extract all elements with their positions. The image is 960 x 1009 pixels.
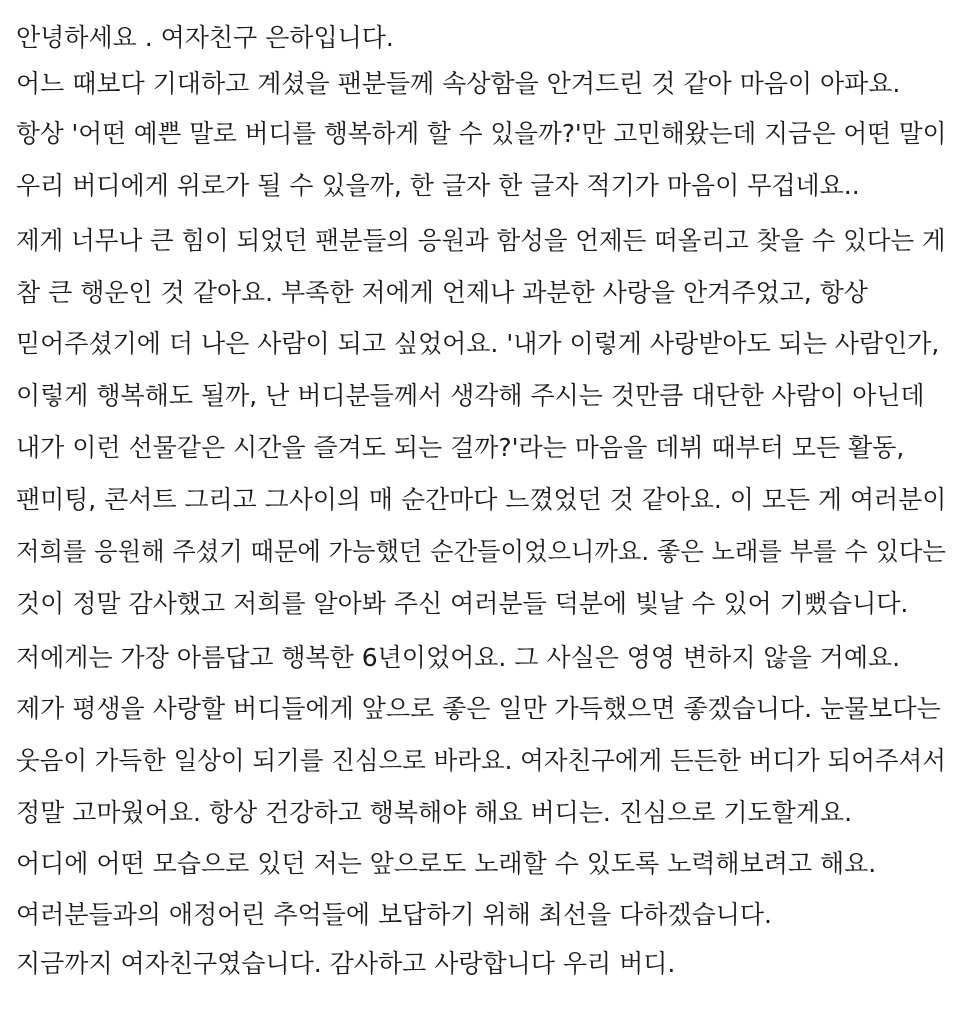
letter-line: 안녕하세요 . 여자친구 은하입니다. [16,23,394,52]
letter-line: 웃음이 가득한 일상이 되기를 진심으로 바라요. 여자친구에게 든든한 버디가 되어주셔서 [16,746,946,775]
letter-line: 제가 평생을 사랑할 버디들에게 앞으로 좋은 일만 가득했으면 좋겠습니다. 눈물보다는 [16,694,941,723]
letter-line: 팬미팅, 콘서트 그리고 그사이의 매 순간마다 느꼈었던 것 같아요. 이 모든 게 여러분이 [16,485,947,514]
letter-line: 어느 때보다 기대하고 계셨을 팬분들께 속상함을 안겨드린 것 같아 마음이 아파요. [16,69,901,98]
letter-line: 저희를 응원해 주셨기 때문에 가능했던 순간들이었으니까요. 좋은 노래를 부를 수 있다는 [16,537,946,566]
letter-line: 내가 이런 선물같은 시간을 즐겨도 되는 걸까?'라는 마음을 데뷔 때부터 모든 활동, [16,433,905,462]
letter-line: 어디에 어떤 모습으로 있던 저는 앞으로도 노래할 수 있도록 노력해보려고 해요. [16,849,877,878]
letter-line: 정말 고마웠어요. 항상 건강하고 행복해야 해요 버디는. 진심으로 기도할게요. [16,798,853,827]
letter-line: 참 큰 행운인 것 같아요. 부족한 저에게 언제나 과분한 사랑을 안겨주었고, 항상 [16,278,868,307]
letter-line: 믿어주셨기에 더 나은 사람이 되고 싶었어요. '내가 이렇게 사랑받아도 되는 사람인가, [16,329,940,358]
letter-line: 제게 너무나 큰 힘이 되었던 팬분들의 응원과 함성을 언제든 떠올리고 찾을 수 있다는 게 [16,226,946,255]
letter-line: 지금까지 여자친구였습니다. 감사하고 사랑합니다 우리 버디. [16,949,676,978]
letter-line: 것이 정말 감사했고 저희를 알아봐 주신 여러분들 덕분에 빛날 수 있어 기뻤습니다. [16,589,909,618]
letter-line: 우리 버디에게 위로가 될 수 있을까, 한 글자 한 글자 적기가 마음이 무겁네요.. [16,171,860,200]
letter-line: 항상 '어떤 예쁜 말로 버디를 행복하게 할 수 있을까?'만 고민해왔는데 지금은 어떤 말이 [16,119,947,148]
letter-line: 여러분들과의 애정어린 추억들에 보답하기 위해 최선을 다하겠습니다. [16,900,772,929]
letter-line: 저에게는 가장 아름답고 행복한 6년이었어요. 그 사실은 영영 변하지 않을 거예요. [16,643,901,672]
letter-line: 이렇게 행복해도 될까, 난 버디분들께서 생각해 주시는 것만큼 대단한 사람이 아닌데 [16,381,925,410]
